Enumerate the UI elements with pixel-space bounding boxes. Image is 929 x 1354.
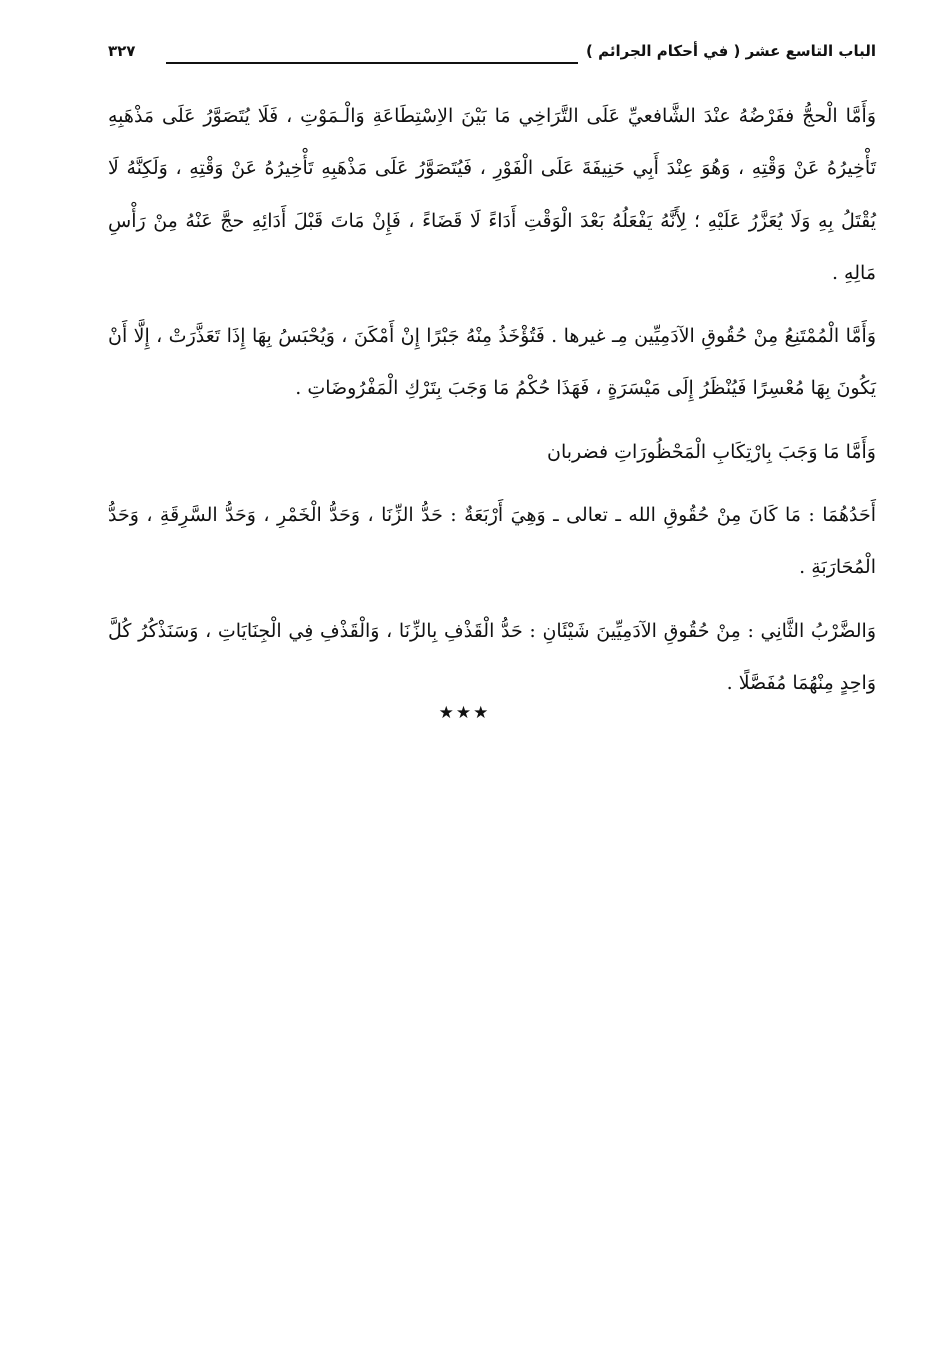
header-rule xyxy=(166,62,578,64)
paragraph-prohibitions: وَأَمَّا مَا وَجَبَ بِارْتِكَابِ الْمَحْظُورَاتِ فضربان xyxy=(546,440,876,463)
chapter-title: الباب التاسع عشر ( في أحكام الجرائم ) xyxy=(586,42,876,60)
running-header xyxy=(108,40,876,70)
section-separator: ★★★ xyxy=(438,703,491,723)
body-text xyxy=(108,90,876,709)
paragraph-human-rights: وَأَمَّا الْمُمْتَنِعُ مِنْ حُقُوقِ الآدَمِيِّين مِـ غيرها . فَتُؤْخَذُ مِنْهُ جَبْرًا إِنْ أَمْكَنَ ، وَيُحْبَسُ بِهَا إِذَا تَعَذَّرَتْ ، إِلَّا أَنْ يَكُونَ بِهَا مُعْسِرًا فَيُنْظَرُ إِلَى مَيْسَرَةٍ ، فَهَذَا حُكْمُ مَا وَجَبَ بِتَرْكِ الْمَفْرُوضَاتِ . xyxy=(108,325,876,400)
paragraph-hajj: وَأَمَّا الْحجُّ ففَرْضُهُ عنْدَ الشَّافعيِّ عَلَى التَّرَاخِي مَا بَيْنَ الاِسْتِطَاعَةِ وَالْـمَوْتِ ، فَلَا يُتَصَوَّرُ عَلَى مَذْهَبِهِ تَأْخِيرُهُ عَنْ وَقْتِهِ ، وَهُوَ عِنْدَ أَبِي حَنِيفَةَ عَلَى الْفَوْرِ ، فَيُتَصَوَّرُ عَلَى مَذْهَبِهِ تَأْخِيرُهُ عَنْ وَقْتِهِ ، وَلَكِنَّهُ لَا يُقْتَلُ بِهِ وَلَا يُعَزَّرُ عَلَيْهِ ؛ لِأَنَّهُ يَفْعَلُهُ بَعْدَ الْوَقْتِ أَدَاءً لَا قَضَاءً ، فَإِنْ مَاتَ قَبْلَ أَدَائِهِ حجَّ عَنْهُ مِنْ رَأْسِ مَالِهِ . xyxy=(108,105,876,284)
paragraph-second-type: وَالضَّرْبُ الثَّانِي : مِنْ حُقُوقِ الآدَمِيِّينَ شَيْئَانِ : حَدُّ الْقَذْفِ بِالزِّنَا ، وَالْقَذْفِ فِي الْجِنَايَاتِ ، وَسَنَذْكُرُ كُلَّ وَاحِدٍ مِنْهُمَا مُفَصَّلًا . xyxy=(108,619,876,694)
paragraph-first-type: أَحَدُهُمَا : مَا كَانَ مِنْ حُقُوقِ الله ـ تعالى ـ وَهِيَ أَرْبَعَةٌ : حَدُّ الزِّنَا ، وَحَدُّ الْخَمْرِ ، وَحَدُّ السَّرِقَةِ ، وَحَدُّ الْمُحَارَبَةِ . xyxy=(108,504,876,579)
page-number: ٣٢٧ xyxy=(108,42,136,60)
